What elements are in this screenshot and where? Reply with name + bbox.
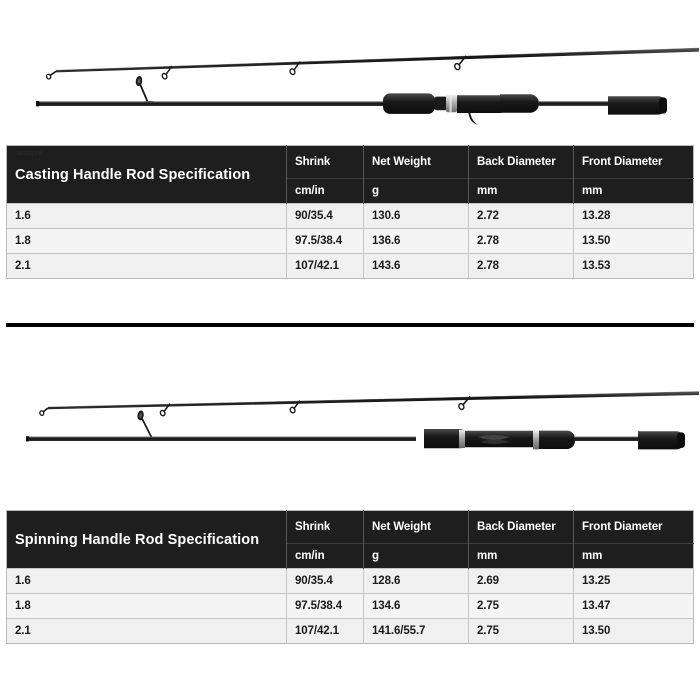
butt-section [36,101,384,106]
tip-section [48,392,699,410]
column-header-back-diameter: Back Diameter [469,146,574,179]
cell-shrink: 107/42.1 [287,619,364,644]
cell-front-diameter: 13.47 [574,594,694,619]
casting-table-title [7,146,287,204]
cell-net-weight: 141.6/55.7 [364,619,469,644]
column-header-net-weight: Net Weight [364,511,469,544]
column-unit-back-diameter: mm [469,544,574,569]
table-row [7,569,694,594]
cell-front-diameter: 13.53 [574,254,694,279]
cell-shrink: 97.5/38.4 [287,229,364,254]
column-unit-front-diameter: mm [574,179,694,204]
tip-guide-icon [46,71,56,79]
column-unit-front-diameter: mm [574,544,694,569]
foregrip [383,93,435,114]
table-row [7,619,694,644]
cell-shrink: 107/42.1 [287,254,364,279]
cell-front-diameter: 13.25 [574,569,694,594]
cell-back-diameter: 2.78 [469,254,574,279]
cell-net-weight: 136.6 [364,229,469,254]
section-divider [6,323,694,327]
column-header-shrink: Shrink [287,146,364,179]
table-header-row-labels [7,146,694,179]
table-row [7,254,694,279]
spinning-table-title [7,511,287,569]
cell-front-diameter: 13.28 [574,204,694,229]
spinning-table-title-text: Spinning Handle Rod Specification [15,531,260,548]
cell-net-weight: 134.6 [364,594,469,619]
rear-grip [608,96,667,114]
table-header-row-labels [7,511,694,544]
cell-net-weight: 143.6 [364,254,469,279]
spinning-handle [424,429,685,449]
trigger [468,111,478,125]
cell-back-diameter: 2.75 [469,619,574,644]
column-unit-shrink: cm/in [287,179,364,204]
column-unit-net-weight: g [364,544,469,569]
cell-front-diameter: 13.50 [574,229,694,254]
cell-net-weight: 128.6 [364,569,469,594]
butt-cap [677,432,685,448]
table-row [7,229,694,254]
cell-back-diameter: 2.78 [469,229,574,254]
butt-cap [659,97,667,113]
stripper-guide-icon [137,410,162,441]
column-header-front-diameter: Front Diameter [574,146,694,179]
column-unit-net-weight: g [364,179,469,204]
cell-length: 2.1 [7,619,287,644]
casting-handle [383,93,667,125]
cell-back-diameter: 2.69 [469,569,574,594]
cell-length: 1.8 [7,229,287,254]
cell-length: 1.6 [7,569,287,594]
cell-net-weight: 130.6 [364,204,469,229]
spinning-spec-table [6,510,694,644]
column-header-net-weight: Net Weight [364,146,469,179]
casting-table-title-text: Casting Handle Rod Specification [15,166,251,183]
tip-guide-icon [39,408,48,416]
cell-back-diameter: 2.75 [469,594,574,619]
casting-spec-table [6,145,694,279]
cell-back-diameter: 2.72 [469,204,574,229]
cell-length: 1.6 [7,204,287,229]
stripper-guide-icon [135,76,158,106]
column-header-shrink: Shrink [287,511,364,544]
table-row [7,204,694,229]
spinning-rod-photo [0,380,700,490]
casting-rod-photo [0,18,700,136]
tip-section [56,48,699,72]
cell-shrink: 97.5/38.4 [287,594,364,619]
watermark-text: unique [17,150,43,157]
column-header-front-diameter: Front Diameter [574,511,694,544]
cell-length: 2.1 [7,254,287,279]
column-header-back-diameter: Back Diameter [469,511,574,544]
butt-section [26,436,416,441]
column-unit-back-diameter: mm [469,179,574,204]
table-row [7,594,694,619]
cell-shrink: 90/35.4 [287,204,364,229]
cell-front-diameter: 13.50 [574,619,694,644]
column-unit-shrink: cm/in [287,544,364,569]
cell-shrink: 90/35.4 [287,569,364,594]
cell-length: 1.8 [7,594,287,619]
